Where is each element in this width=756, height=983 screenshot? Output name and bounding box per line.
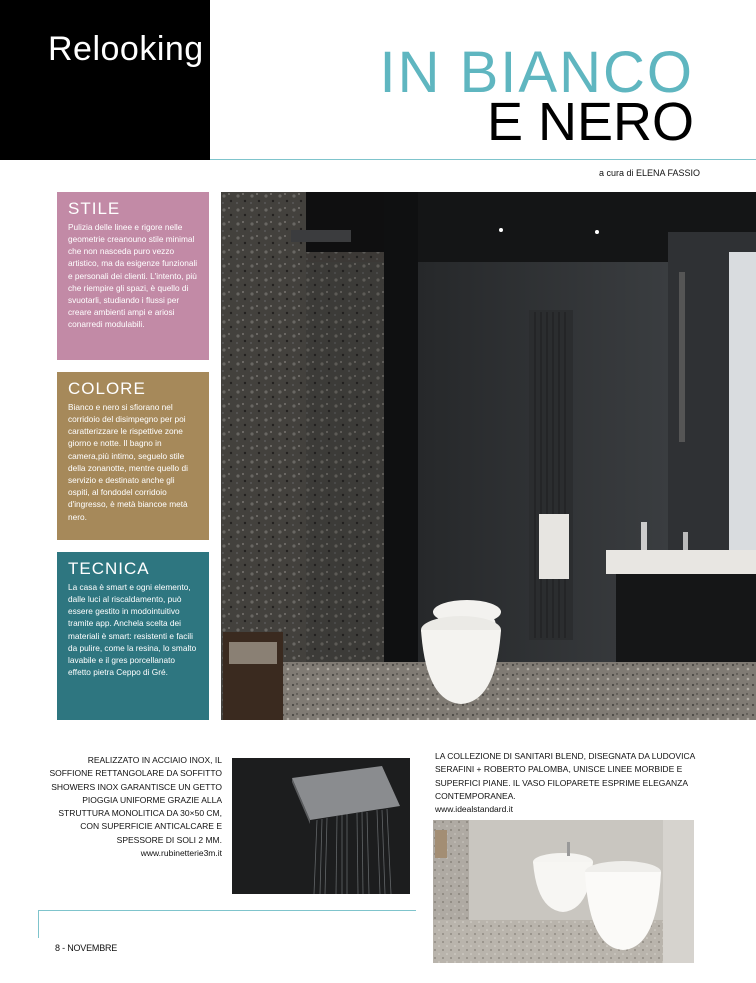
header-rule (210, 159, 756, 160)
section-label: Relooking (48, 30, 204, 68)
sanitari-caption (435, 750, 725, 816)
tecnica-title: TECNICA (68, 559, 150, 578)
sanitari-caption-text: LA COLLEZIONE DI SANITARI BLEND, DISEGNATA DA LUDOVICA SERAFINI + ROBERTO PALOMBA, UNISCE LINEE MORBIDE E SUPERFICI PIANE. IL VASO FILOPARETE ESPRIME ELEGANZA CONTEMPORANEA. (435, 751, 695, 801)
shower-caption (48, 754, 222, 860)
shower-caption-url[interactable]: www.rubinetterie3m.it (140, 848, 222, 859)
sanitari-caption-url[interactable]: www.idealstandard.it (435, 804, 513, 815)
tecnica-box (57, 552, 209, 720)
bottom-rule-vertical (38, 910, 39, 938)
bathroom-photo (221, 192, 756, 720)
colore-title: COLORE (68, 379, 146, 398)
tecnica-text: La casa è smart e ogni elemento, dalle luci al riscaldamento, può essere gestito in modointuitivo tramite app. Anchela scelta dei materiali è smart: resistenti e facili da pulire, come la resina, lo smalto lavabile e il gres porcellanato effetto pietra Ceppo di Gré. (68, 581, 197, 678)
colore-box (57, 372, 209, 540)
shower-caption-text: REALIZZATO IN ACCIAIO INOX, IL SOFFIONE RETTANGOLARE DA SOFFITTO SHOWERS INOX GARANTISCE UN GETTO PIOGGIA UNIFORME GRAZIE ALLA STRUTTURA MONOLITICA DA 30×50 CM, CON SUPERFICIE ANTICALCARE E SPESSORE DI SOLI 2 MM. (49, 755, 222, 845)
title-line-2: E NERO (486, 92, 694, 152)
stile-text: Pulizia delle linee e rigore nelle geometrie creanouno stile minimal che non nasceda puro vezzo artistico, ma da esigenze funzionali e personali dei clienti. L'intento, più che riempire gli spazi, è quello di svuotarli, studiando i flussi per creare ambienti ampi e ariosi conarredi modulabili. (68, 221, 198, 330)
byline: a cura di ELENA FASSIO (598, 168, 700, 178)
shower-head-photo (232, 758, 410, 894)
stile-box (57, 192, 209, 360)
page-footer: 8 - NOVEMBRE (55, 943, 118, 953)
title-line-1: IN BIANCO (379, 40, 694, 105)
header-black-block (0, 0, 210, 160)
stile-title: STILE (68, 199, 121, 218)
bottom-rule (38, 910, 416, 911)
colore-text: Bianco e nero si sfiorano nel corridoio del disimpegno per poi caratterizzare le rispettive zone giorno e notte. Il bagno in camera,più intimo, seguelo stile della zonanotte, mentre quello di servizio e destinato anche gli ospiti, al fondodel corridoio d'ingresso, è metà biancoe metà nero. (68, 401, 188, 522)
sanitari-photo (433, 820, 694, 963)
